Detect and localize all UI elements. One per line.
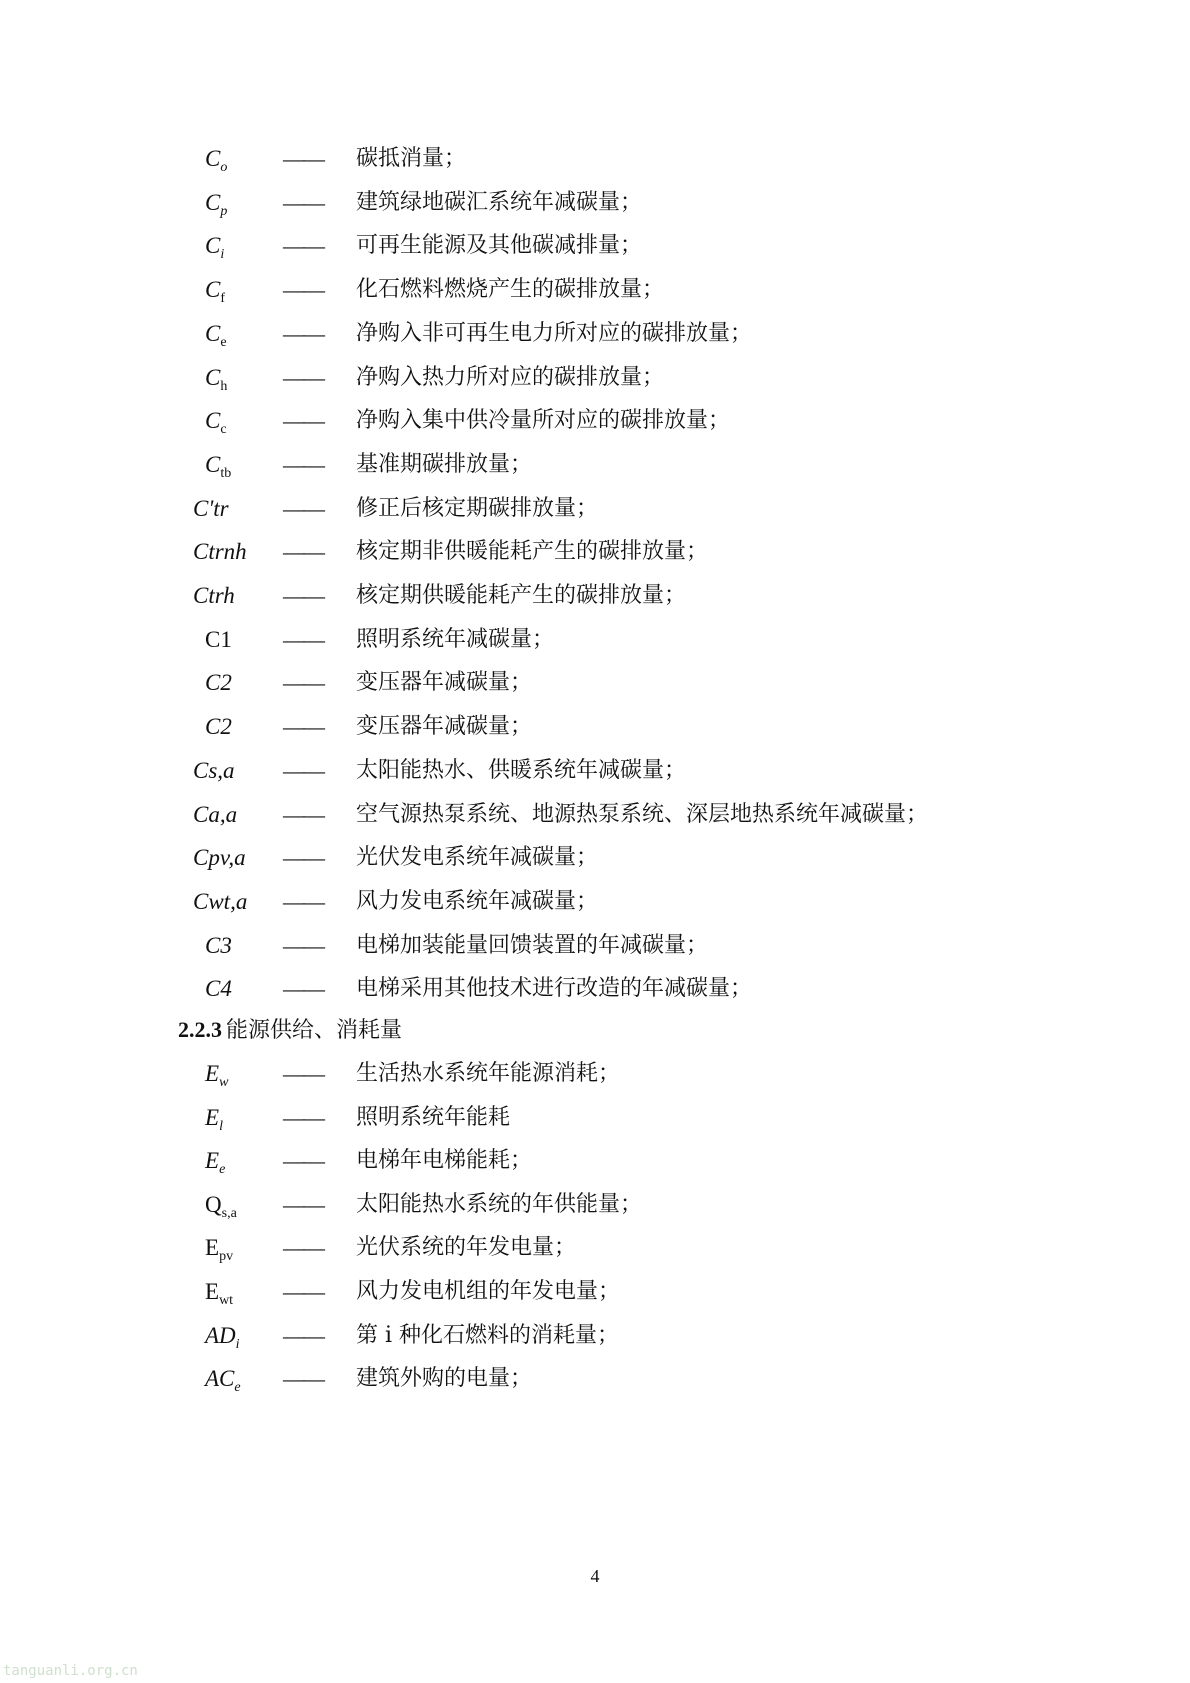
symbol-main: AC <box>205 1366 235 1392</box>
symbol-term <box>205 707 232 747</box>
symbol-subscript: c <box>220 422 227 438</box>
symbol-term <box>193 838 246 878</box>
symbol-description: 净购入热力所对应的碳排放量； <box>356 364 665 390</box>
symbol-main: C <box>205 189 221 215</box>
symbol-main: C <box>205 364 221 390</box>
symbol-main: Cpv,a <box>193 845 246 871</box>
symbol-main: E <box>205 1279 220 1304</box>
symbol-term <box>205 183 227 223</box>
symbol-main: Cs,a <box>193 757 235 783</box>
symbol-main: Ctrh <box>193 583 235 608</box>
symbol-main: Q <box>205 1191 222 1217</box>
symbol-subscript: o <box>220 160 228 175</box>
em-dash-separator: —— <box>283 1366 323 1392</box>
section-heading <box>178 1010 402 1050</box>
symbol-main: C2 <box>205 714 232 740</box>
symbol-term <box>205 1185 237 1225</box>
symbol-subscript: e <box>234 1380 241 1396</box>
symbol-main: C <box>205 146 221 171</box>
symbol-main: Cwt,a <box>193 888 248 914</box>
em-dash-separator: —— <box>283 583 323 608</box>
symbol-description: 电梯采用其他技术进行改造的年减碳量； <box>356 976 753 1002</box>
em-dash-separator: —— <box>283 932 323 958</box>
symbol-subscript: p <box>220 203 228 219</box>
symbol-term <box>193 882 247 922</box>
symbol-description: 变压器年减碳量； <box>356 670 533 696</box>
symbol-term <box>205 226 224 266</box>
symbol-term <box>205 314 227 354</box>
symbol-term <box>205 1228 233 1268</box>
em-dash-separator: —— <box>283 364 323 390</box>
symbol-description: 净购入非可再生电力所对应的碳排放量； <box>356 320 753 346</box>
em-dash-separator: —— <box>283 189 323 215</box>
symbol-main: C <box>205 320 221 346</box>
symbol-main: C <box>205 277 221 303</box>
em-dash-separator: —— <box>283 801 323 827</box>
section-number: 2.2.3 <box>178 1017 222 1042</box>
symbol-main: AD <box>205 1322 236 1348</box>
em-dash-separator: —— <box>283 320 323 346</box>
em-dash-separator: —— <box>283 1235 323 1261</box>
symbol-subscript: w <box>219 1075 229 1090</box>
em-dash-separator: —— <box>283 146 323 171</box>
symbol-main: C <box>205 451 221 477</box>
symbol-term <box>193 751 235 791</box>
em-dash-separator: —— <box>283 233 323 259</box>
symbol-term <box>205 663 232 703</box>
symbol-subscript: e <box>219 1162 226 1178</box>
symbol-subscript: e <box>220 334 227 350</box>
em-dash-separator: —— <box>283 1279 323 1304</box>
em-dash-separator: —— <box>283 451 323 477</box>
symbol-subscript: wt <box>219 1293 234 1308</box>
symbol-description: 照明系统年减碳量； <box>356 626 555 652</box>
em-dash-separator: —— <box>283 888 323 914</box>
symbol-description: 基准期碳排放量； <box>356 451 533 477</box>
symbol-main: C'tr <box>193 495 229 521</box>
symbol-term <box>205 358 227 398</box>
symbol-main: Ca,a <box>193 801 238 827</box>
em-dash-separator: —— <box>283 714 323 740</box>
symbol-description: 修正后核定期碳排放量； <box>356 495 599 521</box>
symbol-main: C1 <box>205 626 232 652</box>
symbol-subscript: h <box>220 378 228 394</box>
symbol-subscript: i <box>235 1336 240 1352</box>
symbol-description: 风力发电系统年减碳量； <box>356 888 599 914</box>
em-dash-separator: —— <box>283 1104 323 1130</box>
em-dash-separator: —— <box>283 495 323 521</box>
symbol-description: 太阳能热水、供暖系统年减碳量； <box>356 757 687 783</box>
symbol-description: 风力发电机组的年发电量； <box>356 1279 621 1304</box>
symbol-description: 生活热水系统年能源消耗； <box>356 1061 621 1086</box>
symbol-term <box>205 1272 233 1312</box>
symbol-term <box>205 1316 240 1356</box>
symbol-term <box>205 270 225 310</box>
symbol-main: E <box>205 1104 220 1130</box>
symbol-term <box>205 1141 225 1181</box>
symbol-term <box>205 620 232 660</box>
symbol-main: C3 <box>205 932 232 958</box>
em-dash-separator: —— <box>283 408 323 434</box>
em-dash-separator: —— <box>283 277 323 303</box>
symbol-term <box>205 401 227 441</box>
symbol-subscript: i <box>220 247 225 263</box>
em-dash-separator: —— <box>283 1191 323 1217</box>
symbol-description: 太阳能热水系统的年供能量； <box>356 1191 643 1217</box>
watermark-text: tanguanli.org.cn <box>3 1663 138 1679</box>
symbol-term <box>205 1054 228 1094</box>
symbol-term <box>193 532 247 572</box>
symbol-term <box>205 1098 223 1138</box>
symbol-term <box>205 139 227 179</box>
symbol-main: E <box>205 1235 220 1261</box>
symbol-description: 化石燃料燃烧产生的碳排放量； <box>356 277 665 303</box>
symbol-term <box>193 489 229 529</box>
em-dash-separator: —— <box>283 845 323 871</box>
symbol-term <box>205 969 232 1009</box>
symbol-subscript: f <box>220 291 226 307</box>
symbol-description: 建筑绿地碳汇系统年减碳量； <box>356 189 643 215</box>
symbol-main: E <box>205 1061 220 1086</box>
symbol-description: 光伏系统的年发电量； <box>356 1235 577 1261</box>
symbol-subscript: pv <box>219 1249 234 1265</box>
em-dash-separator: —— <box>283 670 323 696</box>
em-dash-separator: —— <box>283 1148 323 1174</box>
section-title: 能源供给、消耗量 <box>226 1018 403 1043</box>
symbol-subscript: tb <box>220 465 232 481</box>
em-dash-separator: —— <box>283 976 323 1002</box>
symbol-description: 照明系统年能耗 <box>356 1104 511 1130</box>
symbol-main: C2 <box>205 670 232 696</box>
em-dash-separator: —— <box>283 1322 323 1348</box>
em-dash-separator: —— <box>283 626 323 652</box>
symbol-description: 碳抵消量； <box>356 146 467 171</box>
symbol-main: E <box>205 1148 220 1174</box>
symbol-subscript: s,a <box>221 1205 237 1221</box>
symbol-description: 建筑外购的电量； <box>356 1366 533 1392</box>
symbol-description: 核定期非供暖能耗产生的碳排放量； <box>356 539 709 565</box>
symbol-description: 电梯年电梯能耗； <box>356 1148 533 1174</box>
symbol-description: 核定期供暖能耗产生的碳排放量； <box>356 583 687 608</box>
em-dash-separator: —— <box>283 757 323 783</box>
symbol-main: C4 <box>205 976 232 1002</box>
symbol-subscript: l <box>219 1118 223 1134</box>
symbol-term <box>205 445 231 485</box>
symbol-description: 净购入集中供冷量所对应的碳排放量； <box>356 408 731 434</box>
symbol-main: C <box>205 233 221 259</box>
symbol-main: C <box>205 408 221 434</box>
symbol-description: 电梯加装能量回馈装置的年减碳量； <box>356 932 709 958</box>
symbol-term <box>193 576 235 616</box>
symbol-main: Ctrnh <box>193 539 247 565</box>
symbol-term <box>193 795 237 835</box>
symbol-description: 可再生能源及其他碳减排量； <box>356 233 643 259</box>
symbol-term <box>205 926 232 966</box>
symbol-description: 空气源热泵系统、地源热泵系统、深层地热系统年减碳量； <box>356 801 929 827</box>
symbol-term <box>205 1359 241 1399</box>
page-number: 4 <box>590 1566 600 1586</box>
em-dash-separator: —— <box>283 1061 323 1086</box>
symbol-description: 第 i 种化石燃料的消耗量； <box>356 1322 620 1348</box>
em-dash-separator: —— <box>283 539 323 565</box>
symbol-description: 变压器年减碳量； <box>356 714 533 740</box>
symbol-description: 光伏发电系统年减碳量； <box>356 845 599 871</box>
